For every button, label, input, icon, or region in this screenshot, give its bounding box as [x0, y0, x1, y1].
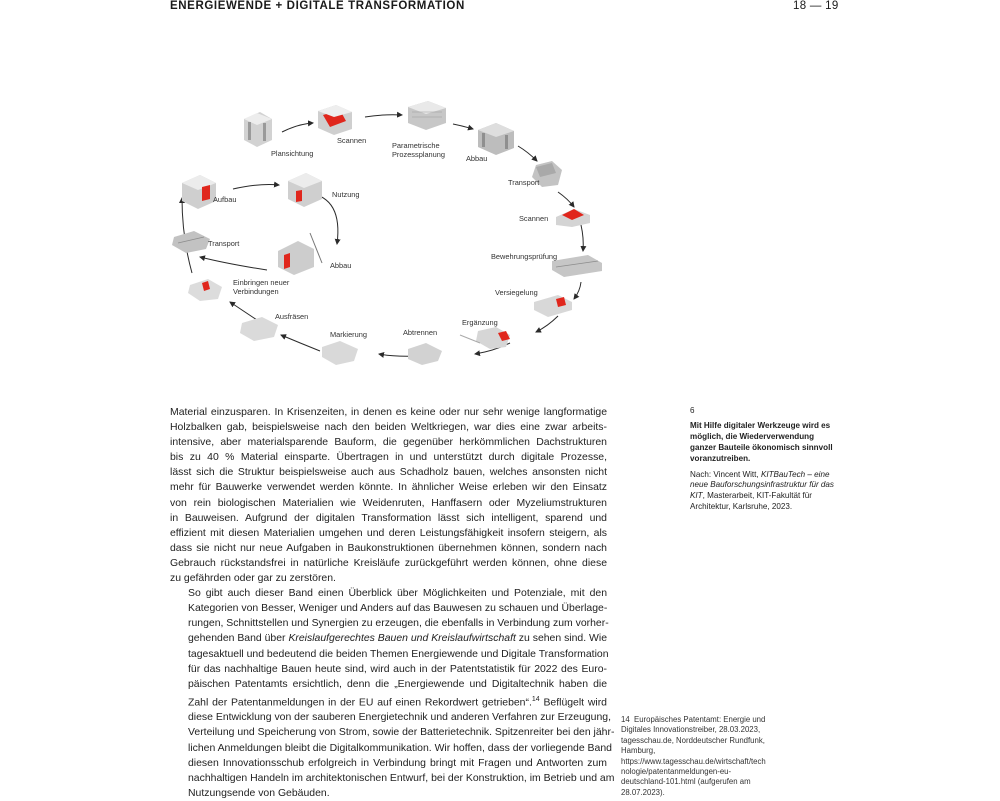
line: zu gefährden oder gar zu zerstören.: [170, 573, 336, 585]
caption-title: Mit Hilfe digitaler Werkzeuge wird es möglich, die Wiederverwendung ganzer Bauteile ökonomisch sinnvoll voranzutreiben.: [690, 420, 833, 463]
cycle-arrows: [182, 115, 583, 357]
stage-model-prozessplanung: [408, 101, 446, 130]
line: lässt sich die Struktur beispielsweise auch aus Schadholz bauen, welches ansonsten nicht: [170, 467, 607, 479]
stage-model-nutzung: [288, 173, 322, 207]
label-markierung: Markierung: [330, 330, 367, 339]
line: effizient mit diesen Materialien umgehen und deren Leistungsfähigkeit insofern steigern, als: [170, 527, 607, 539]
label-versiegelung: Versiegelung: [495, 288, 538, 297]
caption-credit: Nach: Vincent Witt, KITBauTech – eine neue Bauforschungsinfrastruktur für das KIT, Masterarbeit, KIT-Fakultät für Architektur, Karlsruhe, 2023.: [690, 469, 834, 512]
stage-model-aufbau: [182, 175, 216, 209]
stage-model-plansichtung: [244, 112, 272, 147]
line: gehenden Band über Kreislaufgerechtes Bauen und Kreislaufwirtschaft zu sehen sind. Wie: [188, 633, 607, 645]
label-scannen-1: Scannen: [337, 136, 367, 145]
page-numbers: 18 — 19: [793, 0, 839, 12]
footnote-text: Europäisches Patentamt: Energie und Digitales Innovationstreiber, 28.03.2023, tagesschau.de, Norddeutscher Rundfunk, Hamburg, https://www.tagesschau.de/wirtschaft/technologie/patentanmeldungen-eu-deutschland-101.html (aufgerufen am 28.07.2023).: [621, 715, 766, 797]
line: rungen, Schnittstellen und Synergien zu erzeugen, die ebenfalls in Verbindung zum vorher-: [188, 618, 609, 630]
paragraph-2: [170, 586, 615, 801]
footnote-14: [621, 715, 767, 798]
footnote-ref: 14: [531, 695, 540, 703]
line: mehr für Bauwerke verwendet werden könnte. In ähnlicher Weise erleben wir den Einsatz: [170, 482, 607, 494]
stage-model-bewehrungspruefung: [552, 255, 602, 277]
label-einbringen: Einbringen neuer: [233, 278, 290, 287]
caption-number: 6: [690, 406, 695, 415]
line: Gebrauch rückstandsfrei in natürliche Kreisläufe zurückgeführt werden können, ohne diese: [170, 557, 607, 569]
label-bewehrungspruefung: Bewehrungsprüfung: [491, 252, 558, 261]
label-prozessplanung: Prozessplanung: [392, 150, 446, 159]
line: diese Entwicklung von der sauberen Energietechnik und anderen Verfahren zur Erzeugung,: [188, 712, 611, 724]
stage-model-abbau-1: [478, 123, 514, 155]
stage-model-scannen-2: [556, 209, 590, 227]
line: lichen Anmeldungen bleibt die Digitalkommunikation. Wir hoffen, dass der vorliegende Band: [188, 742, 612, 754]
stage-model-scannen-1: [318, 105, 352, 135]
stage-model-abbau-2: [278, 233, 322, 275]
running-title: ENERGIEWENDE + DIGITALE TRANSFORMATION: [170, 0, 465, 12]
line: nachhaltigen Handeln im architektonischen Entwurf, bei der Konstruktion, im Betrieb und am: [188, 772, 615, 784]
figure-caption: [690, 406, 840, 513]
stage-model-abtrennen: [408, 343, 442, 365]
line: päischen Patentamts ersichtlich, denn die „Energiewende und Digitaltechnik haben die: [188, 678, 607, 690]
label-transport-2: Transport: [208, 239, 240, 248]
line: intensive, aber materialsparende Bauform, die gegenüber herkömmlichen Dachstrukturen: [170, 437, 607, 449]
line: Verteilung und Speicherung von Strom, sowie der Batterietechnik. Spitzenreiter bei den jähr-: [188, 727, 615, 739]
label-plansichtung: Plansichtung: [271, 149, 314, 158]
label-scannen-2: Scannen: [519, 214, 549, 223]
stage-model-transport-2: [172, 231, 210, 253]
label-aufbau: Aufbau: [213, 195, 237, 204]
label-verbindungen: Verbindungen: [233, 287, 279, 296]
line: in Bauweisen. Aufgrund der digitalen Transformation lässt sich intelligent, sparend und: [170, 512, 607, 524]
label-abtrennen: Abtrennen: [403, 328, 438, 337]
label-transport-1: Transport: [508, 178, 540, 187]
stage-model-einbringen: [188, 279, 222, 301]
line: bis zu 40 % Material einsparte. Übertragen in und unterstützt durch digitale Prozesse,: [170, 452, 607, 464]
line: Holzbalken gab, beispielsweise nach den beiden Weltkriegen, war dies eine zwar arbeits-: [170, 422, 607, 434]
line: von rein biologischen Materialien wie Weidenruten, Hanffasern oder Myzeliumstrukturen: [170, 497, 607, 509]
line: tagesaktuell und bedeutend die beiden Themen Energiewende und Digitale Transformation: [188, 648, 609, 660]
line: Nutzungsende von Gebäuden.: [188, 787, 330, 799]
main-body-text: [170, 405, 615, 801]
line: So gibt auch dieser Band einen Überblick über Möglichkeiten und Potenziale, mit den: [188, 588, 607, 600]
stage-model-markierung: [322, 341, 358, 365]
reuse-cycle-diagram: [160, 95, 620, 375]
line: Material einzusparen. In Krisenzeiten, in denen es keine oder nur sehr wenige langformatige: [170, 407, 607, 418]
book-title: Kreislaufgerechtes Bauen und Kreislaufwirtschaft: [288, 633, 516, 645]
line: Kategorien von Besser, Weniger und Anders auf das Bauwesen zu schauen und Überlage-: [188, 603, 608, 615]
line: für das nachhaltige Bauen heute sind, wird auch in der Patentstatistik für 2022 des Euro-: [188, 663, 607, 675]
paragraph-1: [170, 405, 607, 586]
stage-model-versiegelung: [534, 295, 572, 317]
label-ergaenzung: Ergänzung: [462, 318, 498, 327]
label-parametrische: Parametrische: [392, 141, 440, 150]
stage-model-ergaenzung: [460, 327, 510, 349]
line: diesen Innovationsschub erfolgreich in Verbindung bringt mit Fragen und Antworten zum: [188, 757, 607, 769]
label-abbau-2: Abbau: [330, 261, 352, 270]
footnote-number: 14: [621, 715, 630, 724]
line: Zahl der Patentanmeldungen in der EU auf einen Rekordwert getrieben“.$^{14}$ Beflügelt wird: [188, 695, 607, 709]
label-nutzung: Nutzung: [332, 190, 360, 199]
label-abbau-1: Abbau: [466, 154, 488, 163]
stage-model-ausfraesen: [240, 317, 278, 341]
line: dass sie nicht nur neue Aufgaben in Baukonstruktionen übernehmen können, sondern nach: [170, 542, 607, 554]
label-ausfraesen: Ausfräsen: [275, 312, 309, 321]
